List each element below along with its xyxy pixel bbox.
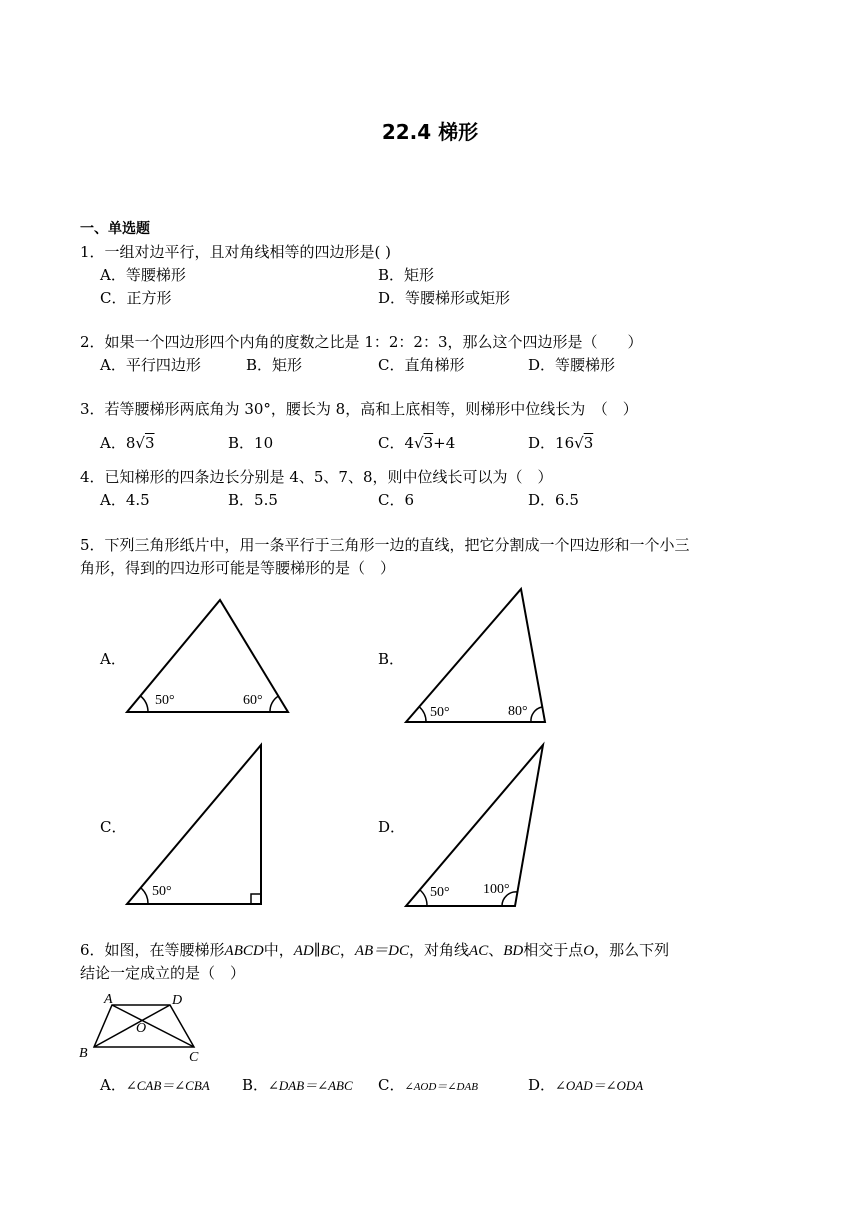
q5-option-c-label[interactable]: C． — [100, 818, 127, 836]
q1-option-a[interactable]: A．等腰梯形 — [100, 266, 186, 284]
q6-option-b-label: B． — [242, 1076, 269, 1094]
triangle-a — [127, 600, 288, 712]
q6-option-b[interactable] — [242, 1076, 353, 1095]
trapezoid-figure — [79, 992, 199, 1065]
point-c-label: C — [189, 1050, 199, 1065]
q3-option-d-label: D． — [528, 434, 556, 452]
q6-stem-line1 — [80, 941, 669, 960]
triangle-c-left-angle: 50° — [152, 884, 172, 899]
q6-option-d[interactable] — [528, 1076, 643, 1095]
q6-diagonal-bd: BD — [503, 943, 524, 959]
q6-stem-text: 相交于点 — [523, 941, 584, 959]
triangle-a-right-angle: 60° — [243, 693, 263, 708]
sqrt-sign: √ — [135, 434, 145, 452]
q4-stem: 4．已知梯形的四条边长分别是 4、5、7、8，则中位线长可以为（ ） — [80, 468, 553, 486]
triangle-d — [406, 745, 543, 906]
q6-stem-text: ，那么下列 — [594, 941, 670, 959]
q6-diagonal-ac: AC — [469, 943, 489, 959]
page-title: 22.4 梯形 — [381, 120, 479, 144]
q6-stem-line2: 结论一定成立的是（ ） — [80, 964, 246, 982]
q3-option-d-radicand: 3 — [583, 434, 594, 452]
q2-stem: 2．如果一个四边形四个内角的度数之比是 1：2：2：3，那么这个四边形是（ ） — [80, 333, 643, 351]
q3-option-c-tail: +4 — [433, 434, 456, 452]
q6-option-a-label: A． — [100, 1076, 126, 1094]
triangle-b-right-angle: 80° — [508, 704, 528, 719]
q3-option-a-label: A． — [100, 434, 126, 452]
q4-option-d[interactable]: D．6.5 — [528, 491, 579, 509]
q6-stem-text: 、 — [488, 941, 504, 959]
section-heading: 一、单选题 — [80, 221, 150, 237]
triangle-b — [406, 589, 545, 722]
q5-option-b-label[interactable]: B． — [378, 650, 405, 668]
q2-option-b[interactable]: B．矩形 — [246, 356, 303, 374]
point-o-label: O — [136, 1021, 147, 1036]
q6-option-d-label: D． — [528, 1076, 556, 1094]
q5-stem-line1: 5．下列三角形纸片中，用一条平行于三角形一边的直线，把它分割成一个四边形和一个小三 — [80, 536, 690, 554]
q6-option-d-expr: ∠OAD＝∠ODA — [555, 1078, 644, 1093]
q1-stem: 1．一组对边平行，且对角线相等的四边形是( ) — [80, 243, 392, 261]
q6-trapezoid-name: ABCD — [224, 943, 264, 959]
q5-option-a-label[interactable]: A． — [100, 650, 126, 668]
q6-point-o: O — [583, 943, 595, 959]
q6-condition-equal: AB＝DC — [354, 943, 410, 959]
q6-stem-text: 6．如图，在等腰梯形 — [80, 941, 225, 959]
triangle-a-left-angle: 50° — [155, 693, 175, 708]
q3-stem: 3．若等腰梯形两底角为 30°，腰长为 8，高和上底相等，则梯形中位线长为 （ ） — [80, 400, 638, 418]
q6-stem-text: ，对角线 — [409, 941, 470, 959]
q2-option-c[interactable]: C．直角梯形 — [378, 356, 465, 374]
point-a-label: A — [104, 992, 113, 1007]
q2-option-d[interactable]: D．等腰梯形 — [528, 356, 616, 374]
q6-option-c-label: C． — [378, 1076, 405, 1094]
triangle-d-left-angle: 50° — [430, 885, 450, 900]
q4-option-a[interactable]: A．4.5 — [100, 491, 150, 509]
q3-option-b[interactable]: B．10 — [228, 434, 274, 452]
sqrt-sign: √ — [414, 434, 424, 452]
q6-option-b-expr: ∠DAB＝∠ABC — [268, 1078, 353, 1093]
q6-option-a[interactable] — [100, 1076, 210, 1095]
q6-stem-text: 中， — [263, 941, 294, 959]
q6-stem-text: ， — [339, 941, 355, 959]
q1-option-c[interactable]: C．正方形 — [100, 289, 172, 307]
q6-option-c-expr: ∠AOD＝∠DAB — [404, 1081, 478, 1093]
q1-option-b[interactable]: B．矩形 — [378, 266, 435, 284]
q6-option-a-expr: ∠CAB＝∠CBA — [125, 1078, 210, 1093]
q6-option-c[interactable] — [378, 1076, 478, 1096]
q2-option-a[interactable]: A．平行四边形 — [100, 356, 201, 374]
q3-option-d-coef: 16 — [555, 434, 575, 452]
q1-option-d[interactable]: D．等腰梯形或矩形 — [378, 289, 511, 307]
triangle-b-left-angle: 50° — [430, 705, 450, 720]
point-d-label: D — [172, 993, 183, 1008]
sqrt-sign: √ — [574, 434, 584, 452]
triangle-d-right-angle: 100° — [483, 882, 510, 897]
q3-option-c-coef: 4 — [404, 434, 415, 452]
triangle-c — [127, 745, 261, 904]
q5-option-d-label[interactable]: D． — [378, 818, 406, 836]
q3-option-c-label: C． — [378, 434, 405, 452]
q4-option-c[interactable]: C．6 — [378, 491, 415, 509]
q3-option-a-radicand: 3 — [144, 434, 155, 452]
q3-option-a-coef: 8 — [125, 434, 136, 452]
q5-stem-line2: 角形，得到的四边形可能是等腰梯形的是（ ） — [80, 559, 396, 577]
q4-option-b[interactable]: B．5.5 — [228, 491, 278, 509]
point-b-label: B — [79, 1046, 88, 1061]
q6-condition-parallel: AD∥BC — [293, 943, 340, 959]
q3-option-c-radicand: 3 — [423, 434, 434, 452]
